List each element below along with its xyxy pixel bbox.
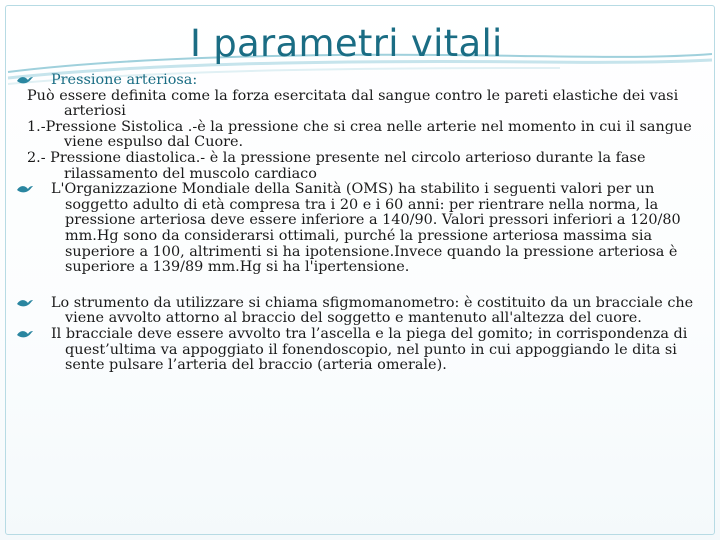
- slide-content: [14, 73, 704, 374]
- section-heading: Pressione arteriosa:: [51, 72, 198, 88]
- instrument-text: Lo strumento da utilizzare si chiama sfigmomanometro: è costituito da un bracciale che viene avvolto attorno al braccio del soggetto e mantenuto all'altezza del cuore.: [51, 294, 694, 327]
- systolic-text: 1.-Pressione Sistolica .-è la pressione che si crea nelle arterie nel momento in cui il sangue viene espulso dal Cuore.: [27, 118, 692, 151]
- slide-title: I parametri vitali: [190, 22, 503, 65]
- list-item: [14, 73, 704, 89]
- cuff-placement-text: Il bracciale deve essere avvolto tra l’ascella e la piega del gomito; in corrispondenza di quest’ultima va appoggiato il fonendoscopio, nel punto in cui appoggiando le dita si sente pulsare l’arteria del braccio (arteria omerale).: [51, 325, 688, 374]
- list-item: [14, 296, 704, 327]
- definition-text: Può essere definita come la forza esercitata dal sangue contro le pareti elastiche dei vasi arteriosi: [27, 87, 679, 120]
- list-item: [14, 182, 704, 276]
- list-item: [14, 151, 704, 182]
- list-item: [14, 327, 704, 374]
- bird-bullet-icon: [16, 328, 34, 340]
- bird-bullet-icon: [16, 183, 34, 195]
- bird-bullet-icon: [16, 74, 34, 86]
- list-item: [14, 89, 704, 120]
- list-item: [14, 120, 704, 151]
- oms-values-text: L'Organizzazione Mondiale della Sanità (OMS) ha stabilito i seguenti valori per un soggetto adulto di età compresa tra i 20 e i 60 anni: per rientrare nella norma, la pressione arteriosa deve essere inferiore a 140/90. Valori pressori inferiori a 120/80 mm.Hg sono da considerarsi ottimali, purché la pressione arteriosa massima sia superiore a 100, altrimenti si ha ipotensione.Invece quando la pressione arteriosa è superiore a 139/89 mm.Hg si ha l'ipertensione.: [51, 181, 681, 276]
- diastolic-text: 2.- Pressione diastolica.- è la pressione presente nel circolo arterioso durante la fase rilassamento del muscolo cardiaco: [27, 149, 646, 182]
- bird-bullet-icon: [16, 297, 34, 309]
